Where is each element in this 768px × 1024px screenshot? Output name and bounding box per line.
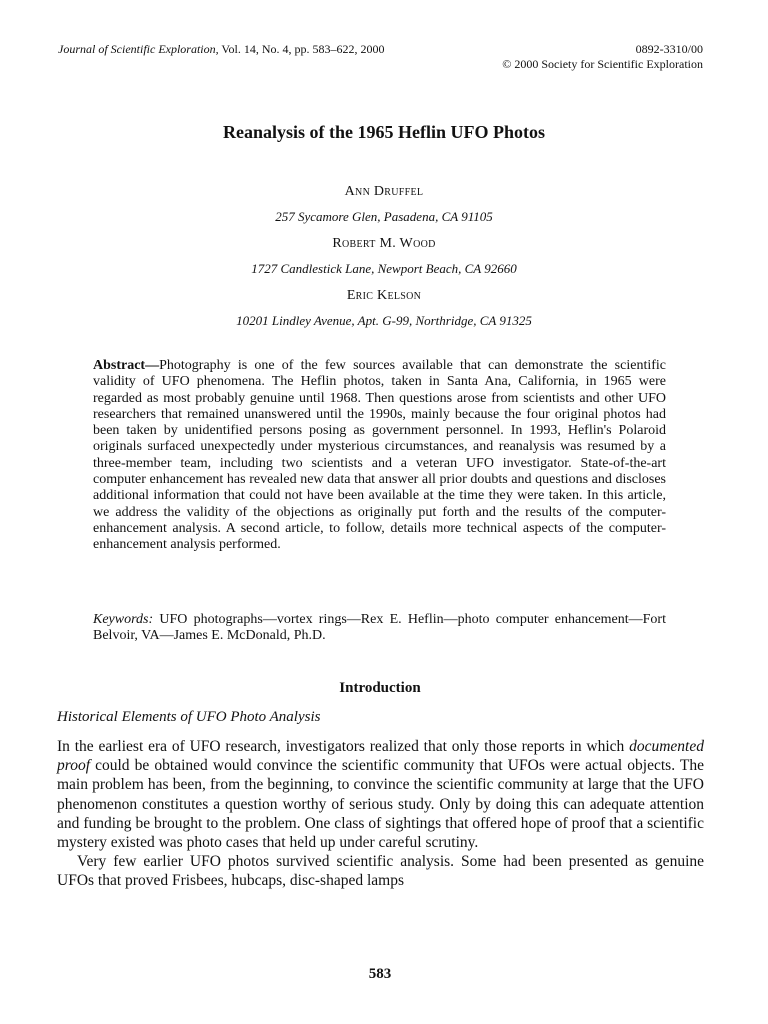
- paragraph: [57, 737, 704, 852]
- author-affiliation: 257 Sycamore Glen, Pasadena, CA 91105: [275, 209, 493, 224]
- body-text: [57, 737, 704, 891]
- abstract: [93, 358, 666, 554]
- keywords: [93, 612, 666, 645]
- author-name: Robert M. Wood: [332, 236, 436, 251]
- section-heading: Introduction: [339, 680, 421, 696]
- keywords-label: Keywords:: [93, 612, 154, 627]
- author-name: Ann Druffel: [344, 184, 424, 199]
- issn: 0892-3310/00: [635, 42, 703, 56]
- paragraph: Very few earlier UFO photos survived scientific analysis. Some had been presented as genuine UFOs that proved Frisbees, hubcaps, disc-shaped lamps: [57, 853, 704, 890]
- journal-citation: [58, 42, 385, 57]
- subsection-heading: Historical Elements of UFO Photo Analysis: [57, 709, 321, 725]
- author-affiliation: 10201 Lindley Avenue, Apt. G-99, Northridge, CA 91325: [236, 313, 532, 328]
- issn-block: [502, 42, 703, 72]
- paragraph-text: could be obtained would convince the scientific community that UFOs were actual objects. The main problem has been, from the beginning, to convince the scientific community at large that the UFO phenomenon constitutes a question worthy of serious study. Only by doing this can adequate attention and funding be brought to the problem. One class of sightings that offered hope of proof that a scientific mystery existed was photo cases that held up under careful scrutiny.: [57, 757, 704, 852]
- abstract-text: Photography is one of the few sources available that can demonstrate the scientific validity of UFO phenomena. The Heflin photos, taken in Santa Ana, California, in 1965 were regarded as most probably genuine until 1968. Then questions arose from scientists and other UFO researchers that remained unanswered until the 1990s, mainly because the four original photos had been taken by unidentified persons posing as government personnel. In 1993, Heflin's Polaroid originals surfaced unexpectedly under mysterious circumstances, and reanalysis was resumed by a three-member team, including two scientists and a veteran UFO investigator. State-of-the-art computer enhancement has revealed new data that answer all prior doubts and questions and discloses additional information that could not have been available at the time they were taken. In this article, we address the validity of the objections as originally put forth and the results of the computer-enhancement analysis. A second article, to follow, details more technical aspects of the computer-enhancement analysis performed.: [93, 358, 666, 553]
- journal-name: Journal of Scientific Exploration,: [58, 42, 219, 56]
- keywords-text: UFO photographs—vortex rings—Rex E. Heflin—photo computer enhancement—Fort Belvoir, VA—James E. McDonald, Ph.D.: [93, 612, 666, 644]
- copyright: © 2000 Society for Scientific Exploration: [502, 57, 703, 71]
- paragraph-text: In the earliest era of UFO research, investigators realized that only those reports in which: [57, 738, 630, 755]
- volume-info: Vol. 14, No. 4, pp. 583–622, 2000: [218, 42, 385, 56]
- abstract-label: Abstract—: [93, 358, 160, 373]
- author-name: Eric Kelson: [346, 288, 422, 303]
- author-affiliation: 1727 Candlestick Lane, Newport Beach, CA 92660: [251, 261, 517, 276]
- page-number: 583: [368, 966, 392, 982]
- emphasis-text: documented proof: [57, 738, 704, 775]
- paper-title: Reanalysis of the 1965 Heflin UFO Photos: [223, 122, 545, 142]
